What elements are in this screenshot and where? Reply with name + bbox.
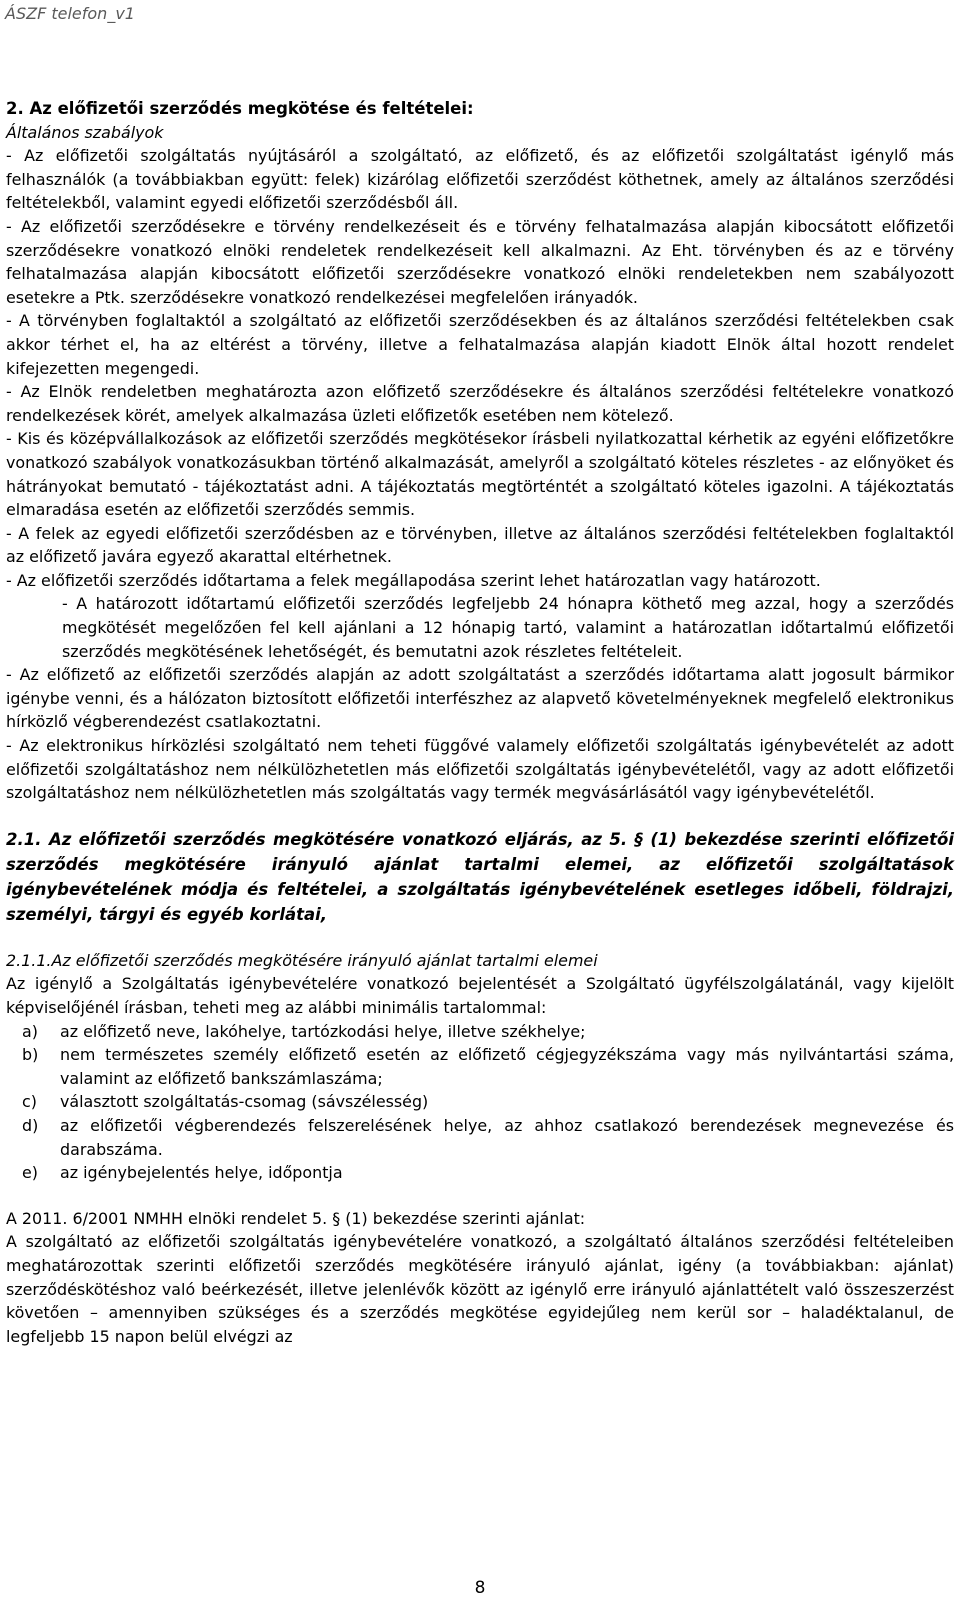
list-item-text: az igénybejelentés helye, időpontja — [60, 1163, 343, 1183]
list-item-text: az előfizetői végberendezés felszerelésének helye, az ahhoz csatlakozó berendezések megnevezése és darabszáma. — [60, 1115, 954, 1159]
list-item — [6, 1114, 954, 1161]
list-item-text: az előfizető neve, lakóhelye, tartózkodási helye, illetve székhelye; — [60, 1021, 586, 1041]
document-body — [6, 97, 954, 1348]
paragraph: - A felek az egyedi előfizetői szerződésben az e törvényben, illetve az általános szerződési feltételekben foglaltaktól az előfizető javára egyező akarattal eltérhetnek. — [6, 523, 954, 567]
list-item-label: d) — [22, 1115, 39, 1135]
reference-line: A 2011. 6/2001 NMHH elnöki rendelet 5. § (1) bekezdése szerinti ajánlat: — [6, 1208, 586, 1228]
section-2-subtitle: Általános szabályok — [6, 122, 164, 142]
paragraph: - Az elektronikus hírközlési szolgáltató nem teheti függővé valamely előfizetői szolgáltatás igénybevételét az adott előfizetői szolgáltatáshoz nem nélkülözhetetlen más előfizetői szolgáltatás igénybevételétől, vagy az adott előfizetői szolgáltatáshoz nem nélkülözhetetlen más szolgáltatás vagy termék megvásárlásától vagy igénybevételétől. — [6, 736, 954, 803]
section-2-title: 2. Az előfizetői szerződés megkötése és feltételei: — [6, 99, 474, 118]
paragraph: - Az előfizetői szolgáltatás nyújtásáról a szolgáltató, az előfizető, és az előfizetői szolgáltatást igénylő más felhasználók (a továbbiakban együtt: felek) kizárólag előfizetői szerződést köthetnek, amely az általános szerződési feltételekből, valamint egyedi előfizetői szerződésből áll. — [6, 146, 954, 213]
list-item-label: c) — [22, 1092, 37, 1112]
closing-paragraph: A szolgáltató az előfizetői szolgáltatás igénybevételére vonatkozó, a szolgáltató általános szerződési feltételeiben meghatározottak szerinti előfizetői szerződés megkötésére irányuló ajánlat, igény (a továbbiakban: ajánlat) szerződéskötéshoz való beérkezését, illetve jelenlévők között az igénylő erre irányuló ajánlattételt való összeszerzést követően – amennyiben szükséges és a szerződés megkötése egyidejűleg nem kerül sor – haladéktalanul, de legfeljebb 15 napon belül elvégzi az — [6, 1232, 954, 1346]
section-2-1-title: 2.1. Az előfizetői szerződés megkötésére vonatkozó eljárás, az 5. § (1) bekezdése szerinti előfizetői szerződés megkötésére irányuló ajánlat tartalmi elemei, az előfizetői szolgáltatások igénybevételének módja és feltételei, a szolgáltatás igénybevételének esetleges időbeli, földrajzi, személyi, tárgyi és egyéb korlátai, — [6, 829, 954, 924]
document-header: ÁSZF telefon_v1 — [5, 4, 135, 23]
list-item-label: b) — [22, 1045, 39, 1065]
paragraph: - A törvényben foglaltaktól a szolgáltató az előfizetői szerződésekben és az általános szerződési feltételekben csak akkor térhet el, ha az eltérést a törvény, illetve a felhatalmazása alapján kiadott Elnök által hozott rendelet kifejezetten megengedi. — [6, 311, 954, 378]
list-item — [6, 1161, 954, 1185]
paragraph: - Az előfizetői szerződés időtartama a felek megállapodása szerint lehet határozatlan vagy határozott. — [6, 570, 821, 590]
indented-paragraph: - A határozott időtartamú előfizetői szerződés legfeljebb 24 hónapra köthető meg azzal, hogy a szerződés megkötését megelőzően fel kell ajánlani a 12 hónapig tartó, valamint a határozatlan időtartalmú előfizetői szerződés megkötésének lehetőségét, és bemutatni azok részletes feltételeit. — [62, 594, 954, 661]
section-2-1-1-title: 2.1.1.Az előfizetői szerződés megkötésére irányuló ajánlat tartalmi elemei — [6, 950, 598, 970]
requirements-list — [6, 1020, 954, 1185]
list-item-label: e) — [22, 1163, 38, 1183]
page-number: 8 — [474, 1578, 486, 1598]
list-item-text: nem természetes személy előfizető esetén az előfizető cégjegyzékszáma vagy más nyilvántartási száma, valamint az előfizető bankszámlaszáma; — [60, 1045, 954, 1088]
paragraph: - Kis és középvállalkozások az előfizetői szerződés megkötésekor írásbeli nyilatkozattal kérhetik az egyéni előfizetőkre vonatkozó szabályok vonatkozásukban történő alkalmazását, amelyről a szolgáltató köteles részletes - az előnyöket és hátrányokat bemutató - tájékoztatást adni. A tájékoztatás megtörténtét a szolgáltató köteles igazolni. A tájékoztatás elmaradása esetén az előfizetői szerződés semmis. — [6, 429, 954, 520]
list-item-text: választott szolgáltatás-csomag (sávszélesség) — [60, 1092, 429, 1112]
list-item — [6, 1090, 954, 1114]
paragraph: - Az előfizető az előfizetői szerződés alapján az adott szolgáltatást a szerződés időtartama alatt jogosult bármikor igénybe venni, és a hálózaton biztosított előfizetői interfészhez az alapvető követelményeknek megfelelő elektronikus hírközlő végberendezést csatlakoztatni. — [6, 665, 954, 732]
paragraph: - Az előfizetői szerződésekre e törvény rendelkezéseit és e törvény felhatalmazása alapján kibocsátott előfizetői szerződésekre vonatkozó elnöki rendeletek rendelkezéseit kell alkalmazni. Az Eht. törvényben és az e törvény felhatalmazása alapján kibocsátott előfizetői szerződésekre vonatkozó elnöki rendeletekben nem szabályozott esetekre a Ptk. szerződésekre vonatkozó rendelkezései megfelelően irányadók. — [6, 216, 954, 307]
list-item — [6, 1043, 954, 1090]
paragraph: - Az Elnök rendeletben meghatározta azon előfizető szerződésekre és általános szerződési feltételekre vonatkozó rendelkezések körét, amelyek alkalmazása üzleti előfizetők esetében nem kötelező. — [6, 382, 954, 425]
list-item-label: a) — [22, 1021, 38, 1041]
list-item — [6, 1020, 954, 1044]
section-2-1-1-intro: Az igénylő a Szolgáltatás igénybevételére vonatkozó bejelentését a Szolgáltató ügyfélszolgálatánál, vagy kijelölt képviselőjénél írásban, teheti meg az alábbi minimális tartalommal: — [6, 974, 954, 1017]
